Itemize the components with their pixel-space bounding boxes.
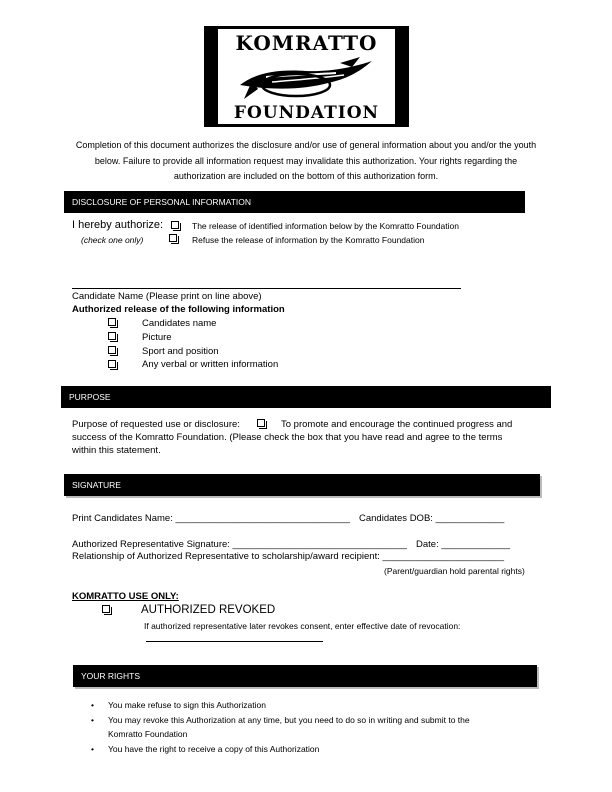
authorize-refuse-label: Refuse the release of information by the Komratto Foundation bbox=[192, 235, 425, 245]
purpose-label: Purpose of requested use or disclosure: bbox=[72, 419, 240, 430]
section-title-purpose: PURPOSE bbox=[69, 392, 111, 402]
bullet-icon: • bbox=[91, 714, 94, 725]
section-bar-signature bbox=[64, 474, 540, 496]
logo-emblem-icon bbox=[236, 55, 376, 101]
intro-paragraph: Completion of this document authorizes the disclosure and/or use of general information about you and/or the youth below. Failure to provide all information request may invalidate this authorization. Your rights regarding the authorization are included on the bottom of this authorization form. bbox=[75, 140, 537, 181]
release-item-picture: Picture bbox=[142, 332, 172, 343]
release-checkbox-picture[interactable] bbox=[108, 332, 116, 340]
section-bar-disclosure bbox=[64, 191, 525, 213]
revoke-note: If authorized representative later revokes consent, enter effective date of revocation: bbox=[144, 621, 461, 631]
section-bar-purpose bbox=[61, 386, 551, 408]
release-item-name: Candidates name bbox=[142, 318, 217, 329]
office-use-heading: KOMRATTO USE ONLY: bbox=[72, 591, 179, 602]
candidate-name-line[interactable] bbox=[72, 288, 461, 289]
rep-signature-field[interactable]: Authorized Representative Signature: _________________________________ bbox=[72, 539, 407, 550]
authorize-hint: (check one only) bbox=[81, 235, 144, 245]
relationship-field[interactable]: Relationship of Authorized Representative to scholarship/award recipient: _______________________ bbox=[72, 551, 505, 562]
logo-text-bottom: FOUNDATION bbox=[233, 103, 380, 123]
foundation-logo bbox=[204, 26, 409, 127]
authorize-refuse-checkbox[interactable] bbox=[169, 234, 177, 242]
rights-item-text: Komratto Foundation bbox=[108, 729, 188, 739]
rights-item-continued bbox=[91, 727, 541, 742]
rights-item-text: You make refuse to sign this Authorization bbox=[108, 700, 266, 710]
rights-item-text: You have the right to receive a copy of this Authorization bbox=[108, 743, 320, 754]
release-checkbox-sport[interactable] bbox=[108, 346, 116, 354]
authorize-release-label: The release of identified information below by the Komratto Foundation bbox=[192, 221, 459, 231]
rights-item bbox=[91, 713, 541, 728]
rights-item-text: You may revoke this Authorization at any time, but you need to do so in writing and submit to the bbox=[108, 714, 470, 725]
bullet-icon: • bbox=[91, 700, 94, 710]
authorize-label: I hereby authorize: bbox=[72, 219, 164, 231]
revoked-label: AUTHORIZED REVOKED bbox=[141, 604, 276, 616]
revocation-date-line[interactable] bbox=[146, 641, 323, 642]
purpose-text-2: success of the Komratto Foundation. (Please check the box that you have read and agree to the terms bbox=[72, 432, 503, 443]
rights-list bbox=[91, 698, 541, 756]
relationship-note: (Parent/guardian hold parental rights) bbox=[384, 566, 525, 576]
purpose-text-3: within this statement. bbox=[72, 445, 161, 456]
bullet-icon: • bbox=[91, 743, 94, 754]
print-name-field[interactable]: Print Candidates Name: _________________________________ bbox=[72, 513, 350, 524]
release-checkbox-name[interactable] bbox=[108, 318, 116, 326]
rights-item bbox=[91, 698, 541, 713]
section-bar-rights bbox=[73, 665, 537, 687]
purpose-agree-checkbox[interactable] bbox=[257, 419, 265, 427]
authorize-release-checkbox[interactable] bbox=[171, 221, 179, 229]
release-checkbox-verbal[interactable] bbox=[108, 360, 116, 368]
date-field[interactable]: Date: _____________ bbox=[416, 539, 511, 550]
logo-text-top: KOMRATTO bbox=[235, 31, 378, 55]
dob-field[interactable]: Candidates DOB: _____________ bbox=[359, 513, 505, 524]
section-title-signature: SIGNATURE bbox=[72, 480, 121, 490]
release-item-verbal: Any verbal or written information bbox=[142, 359, 279, 370]
release-heading: Authorized release of the following information bbox=[72, 304, 285, 315]
candidate-name-label: Candidate Name (Please print on line above) bbox=[72, 291, 262, 302]
revoked-checkbox[interactable] bbox=[102, 605, 110, 613]
rights-item bbox=[91, 742, 541, 757]
purpose-text-1: To promote and encourage the continued progress and bbox=[281, 419, 513, 430]
release-item-sport: Sport and position bbox=[142, 346, 219, 357]
section-title-disclosure: DISCLOSURE OF PERSONAL INFORMATION bbox=[72, 197, 251, 207]
section-title-rights: YOUR RIGHTS bbox=[81, 671, 141, 681]
